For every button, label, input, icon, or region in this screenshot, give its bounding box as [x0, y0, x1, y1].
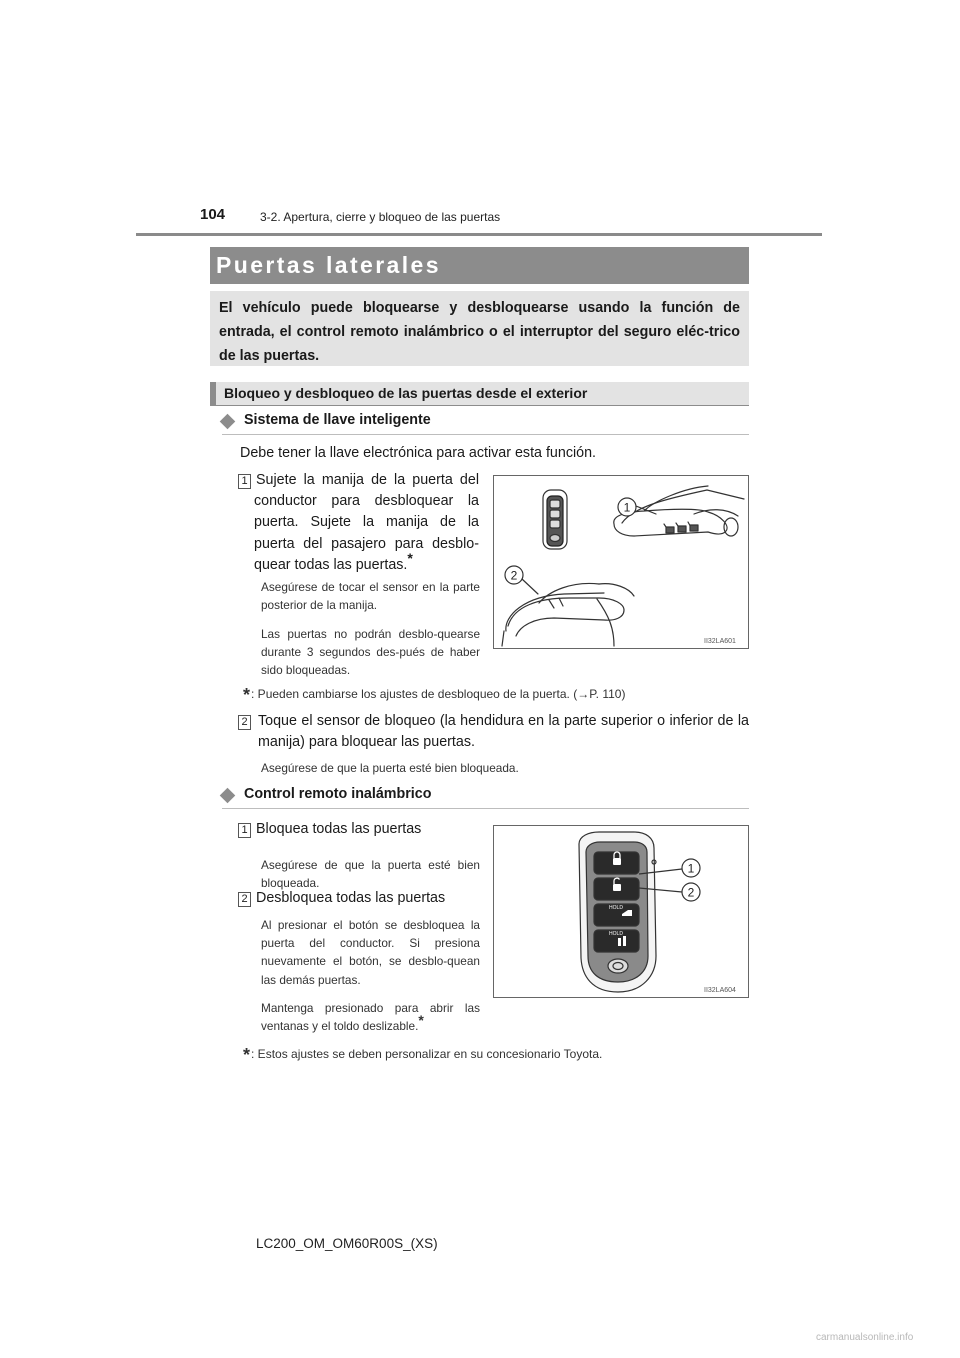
remote-step1-note: Asegúrese de que la puerta esté bien bloqueada.	[261, 858, 480, 891]
footnote-star: *	[243, 685, 251, 705]
remote-step2-text: Desbloquea todas las puertas	[256, 890, 446, 906]
hold-label: HOLD	[609, 931, 623, 937]
callout-2: 2	[687, 885, 695, 900]
figure-code: II32LA604	[704, 987, 736, 994]
callout-2: 2	[510, 568, 518, 583]
remote-figure	[493, 825, 749, 998]
diamond-icon	[220, 788, 236, 804]
remote-title: Control remoto inalámbrico	[244, 786, 432, 802]
footnote-star: *	[407, 550, 413, 567]
remote-step2-note1: Al presionar el botón se desbloquea la puerta del conductor. Si presiona nuevamente el botón, se desblo-quean las demás puertas.	[261, 918, 480, 987]
subsection-title: Bloqueo y desbloqueo de las puertas desde el exterior	[224, 385, 588, 401]
watermark: carmanualsonline.info	[816, 1332, 914, 1343]
smart-key-intro: Debe tener la llave electrónica para activar esta función.	[240, 445, 597, 461]
smart-key-title: Sistema de llave inteligente	[244, 412, 431, 428]
title-bar	[210, 247, 749, 284]
smart-key-step1-text	[254, 470, 479, 576]
header-rule	[136, 233, 822, 236]
step-number-2: 2	[238, 715, 251, 730]
figure-code: II32LA601	[704, 638, 736, 645]
smart-key-note2: Las puertas no podrán desblo-quearse durante 3 segundos des-pués de haber sido bloqueadas.	[261, 627, 480, 678]
page-number: 104	[200, 206, 226, 223]
remote-step1-text: Bloquea todas las puertas	[256, 821, 422, 837]
door-handle-illustration	[494, 476, 748, 648]
diamond-icon	[220, 414, 236, 430]
intro-box: El vehículo puede bloquearse y desbloquearse usando la función de entrada, el control remoto inalámbrico o el interruptor del seguro eléc-trico de las puertas.	[210, 291, 749, 366]
page-title: Puertas laterales	[216, 252, 441, 278]
smart-key-footnote-text: : Pueden cambiarse los ajustes de desbloqueo de la puerta. (→P. 110)	[251, 687, 626, 701]
remote-heading	[222, 785, 749, 809]
smart-key-heading	[222, 411, 749, 435]
smart-key-step2-text: Toque el sensor de bloqueo (la hendidura en la parte superior o inferior de la manija) para bloquear las puertas.	[258, 713, 749, 751]
remote-step2-note2	[261, 999, 480, 1035]
callout-1: 1	[623, 500, 631, 515]
smart-key-note1: Asegúrese de tocar el sensor en la parte posterior de la manija.	[261, 580, 480, 613]
smart-key-step1-label: Sujete la manija de la puerta del conductor para desbloquear la puerta. Sujete la manija de la puerta del pasajero para desblo-quear todas las puertas.	[254, 472, 479, 573]
smart-key-footnote	[243, 685, 625, 706]
step-number-2: 2	[238, 892, 251, 907]
callout-1: 1	[687, 861, 695, 876]
section-header: 3-2. Apertura, cierre y bloqueo de las puertas	[260, 210, 501, 224]
footnote-star: *	[418, 1012, 424, 1029]
key-fob-illustration	[494, 826, 748, 997]
remote-step2-note2-text: Mantenga presionado para abrir las ventanas y el toldo deslizable.	[261, 1001, 480, 1034]
hold-label: HOLD	[609, 905, 623, 911]
step-number-1: 1	[238, 474, 251, 489]
smart-key-step2-note: Asegúrese de que la puerta esté bien bloqueada.	[261, 761, 519, 775]
remote-footnote	[243, 1045, 602, 1066]
footnote-star: *	[243, 1045, 251, 1065]
step-number-1: 1	[238, 823, 251, 838]
subsection-bar	[210, 382, 749, 406]
footer-model-code: LC200_OM_OM60R00S_(XS)	[256, 1236, 438, 1251]
smart-key-figure	[493, 475, 749, 649]
remote-footnote-text: : Estos ajustes se deben personalizar en su concesionario Toyota.	[251, 1047, 603, 1061]
